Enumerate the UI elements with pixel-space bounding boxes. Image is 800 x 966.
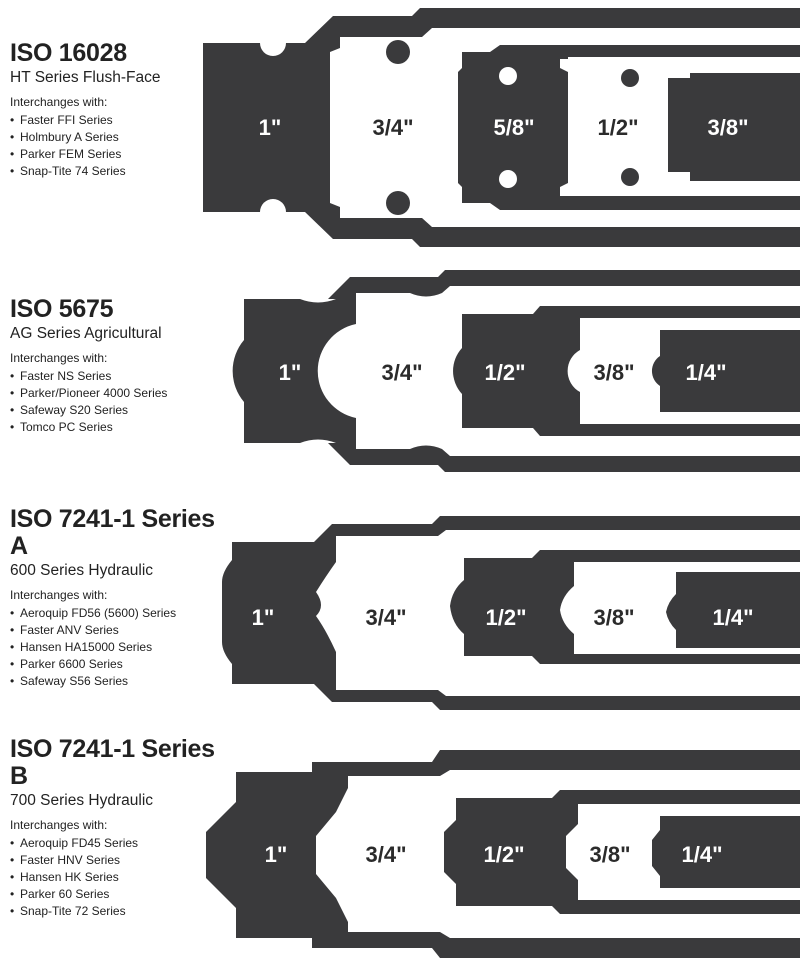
size-label: 1" (258, 115, 282, 140)
size-label: 1" (251, 605, 275, 630)
size-label: 1" (278, 360, 302, 385)
locking-ball-groove (621, 168, 639, 186)
interchanges-label: Interchanges with: (10, 588, 108, 602)
series-subtitle: 700 Series Hydraulic (10, 792, 154, 809)
coupler-profile-diagram (0, 262, 800, 478)
interchange-item: • Safeway S56 Series (10, 673, 220, 690)
interchange-item: • Hansen HA15000 Series (10, 639, 220, 656)
size-label: 1/2" (483, 842, 525, 867)
standard-title: ISO 7241-1 Series B (10, 735, 215, 790)
interchange-item: • Parker FEM Series (10, 146, 220, 163)
size-label: 3/8" (707, 115, 749, 140)
interchange-item: • Faster NS Series (10, 368, 220, 385)
coupler-land (690, 68, 800, 73)
interchange-item: • Aeroquip FD56 (5600) Series (10, 605, 220, 622)
interchange-item: • Parker/Pioneer 4000 Series (10, 385, 220, 402)
series-subtitle: HT Series Flush-Face (10, 69, 161, 86)
size-label: 3/4" (365, 842, 407, 867)
size-label: 3/4" (372, 115, 414, 140)
locking-ball-groove (621, 69, 639, 87)
interchanges-label: Interchanges with: (10, 818, 108, 832)
coupler-profile-diagram (0, 502, 800, 724)
size-label: 1/4" (712, 605, 754, 630)
standard-title: ISO 7241-1 Series A (10, 505, 215, 560)
size-label: 3/8" (589, 842, 631, 867)
standard-title: ISO 5675 (10, 295, 114, 323)
interchange-item: • Holmbury A Series (10, 129, 220, 146)
locking-ball-groove (386, 40, 410, 64)
size-label: 3/4" (365, 605, 407, 630)
size-label: 1/2" (484, 360, 526, 385)
size-label: 5/8" (493, 115, 535, 140)
interchange-item: • Safeway S20 Series (10, 402, 220, 419)
interchange-item: • Parker 6600 Series (10, 656, 220, 673)
standard-title: ISO 16028 (10, 39, 127, 67)
size-label: 3/4" (381, 360, 423, 385)
interchange-item: • Hansen HK Series (10, 869, 220, 886)
coupler-profile-diagram (0, 732, 800, 962)
interchanges-label: Interchanges with: (10, 351, 108, 365)
section-iso-5675 (0, 262, 800, 478)
locking-ball-groove (260, 30, 286, 56)
series-subtitle: 600 Series Hydraulic (10, 562, 154, 579)
size-label: 1" (264, 842, 288, 867)
locking-ball-groove (499, 67, 517, 85)
section-iso-16028 (0, 0, 800, 250)
interchanges-label: Interchanges with: (10, 95, 108, 109)
coupler-land (690, 181, 800, 186)
size-label: 1/2" (485, 605, 527, 630)
coupler-profile-diagram (0, 0, 800, 250)
interchange-item: • Faster HNV Series (10, 852, 220, 869)
size-label: 1/2" (597, 115, 639, 140)
size-label: 1/4" (681, 842, 723, 867)
interchange-item: • Tomco PC Series (10, 419, 220, 436)
interchange-item: • Faster FFI Series (10, 112, 220, 129)
size-label: 3/8" (593, 360, 635, 385)
locking-ball-groove (260, 199, 286, 225)
size-label: 1/4" (685, 360, 727, 385)
interchange-item: • Aeroquip FD45 Series (10, 835, 220, 852)
interchange-item: • Parker 60 Series (10, 886, 220, 903)
locking-ball-groove (386, 191, 410, 215)
coupler-outline-1-4in (652, 816, 800, 888)
section-iso-7241-1-series-a (0, 502, 800, 724)
section-iso-7241-1-series-b (0, 732, 800, 962)
interchange-item: • Faster ANV Series (10, 622, 220, 639)
size-label: 3/8" (593, 605, 635, 630)
locking-ball-groove (499, 170, 517, 188)
series-subtitle: AG Series Agricultural (10, 325, 162, 342)
interchange-item: • Snap-Tite 72 Series (10, 903, 220, 920)
interchange-item: • Snap-Tite 74 Series (10, 163, 220, 180)
